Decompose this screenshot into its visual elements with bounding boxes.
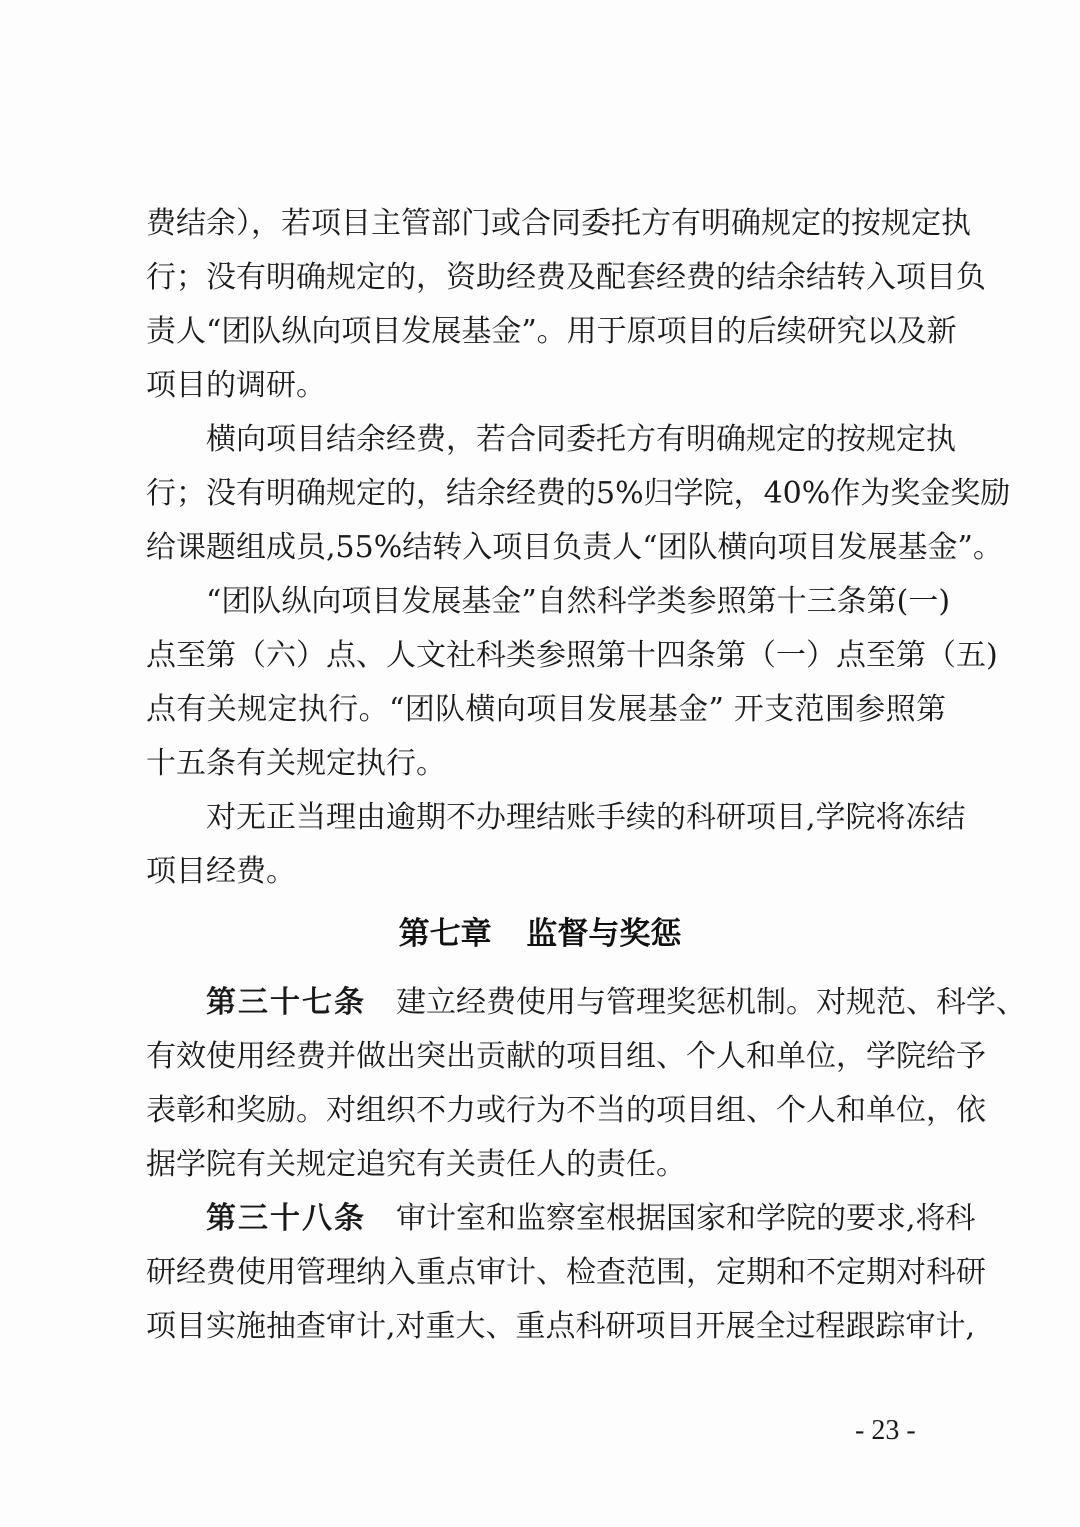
article-first-line bbox=[206, 978, 1026, 1028]
paragraph-line: 点有关规定执行。“团队横向项目发展基金” 开支范围参照第 bbox=[146, 692, 946, 727]
article-line: 项目实施抽查审计,对重大、重点科研项目开展全过程跟踪审计, bbox=[146, 1309, 976, 1344]
paragraph-line: 点至第（六）点、人文社科类参照第十四条第（一）点至第（五) bbox=[146, 638, 998, 673]
paragraph-line: 对无正当理由逾期不办理结账手续的科研项目,学院将冻结 bbox=[206, 800, 966, 835]
paragraph-line: 项目经费。 bbox=[146, 854, 296, 889]
paragraph-line: 横向项目结余经费，若合同委托方有明确规定的按规定执 bbox=[206, 422, 956, 457]
article-text: 建立经费使用与管理奖惩机制。对规范、科学、 bbox=[396, 985, 1026, 1020]
article-line: 据学院有关规定追究有关责任人的责任。 bbox=[146, 1147, 686, 1182]
article-first-line bbox=[206, 1194, 976, 1244]
paragraph-line: 行；没有明确规定的，结余经费的5%归学院，40%作为奖金奖励 bbox=[146, 476, 1011, 511]
paragraph-line: 给课题组成员,55%结转入项目负责人“团队横向项目发展基金”。 bbox=[146, 530, 1003, 565]
article-number: 第三十七条 bbox=[206, 985, 366, 1020]
paragraph-line: 十五条有关规定执行。 bbox=[146, 746, 446, 781]
article-line: 表彰和奖励。对组织不力或行为不当的项目组、个人和单位，依 bbox=[146, 1093, 986, 1128]
article-text: 审计室和监察室根据国家和学院的要求,将科 bbox=[396, 1201, 976, 1236]
paragraph-line: 费结余），若项目主管部门或合同委托方有明确规定的按规定执 bbox=[146, 206, 971, 241]
paragraph-line: “团队纵向项目发展基金”自然科学类参照第十三条第(一) bbox=[206, 584, 951, 619]
article-line: 有效使用经费并做出突出贡献的项目组、个人和单位，学院给予 bbox=[146, 1039, 986, 1074]
chapter-heading: 第七章 监督与奖惩 bbox=[398, 916, 682, 952]
paragraph-line: 责人“团队纵向项目发展基金”。用于原项目的后续研究以及新 bbox=[146, 314, 957, 349]
article-line: 研经费使用管理纳入重点审计、检查范围，定期和不定期对科研 bbox=[146, 1255, 986, 1290]
paragraph-line: 项目的调研。 bbox=[146, 368, 326, 403]
paragraph-line: 行；没有明确规定的，资助经费及配套经费的结余结转入项目负 bbox=[146, 260, 986, 295]
page-number: - 23 - bbox=[855, 1415, 916, 1446]
article-number: 第三十八条 bbox=[206, 1201, 366, 1236]
